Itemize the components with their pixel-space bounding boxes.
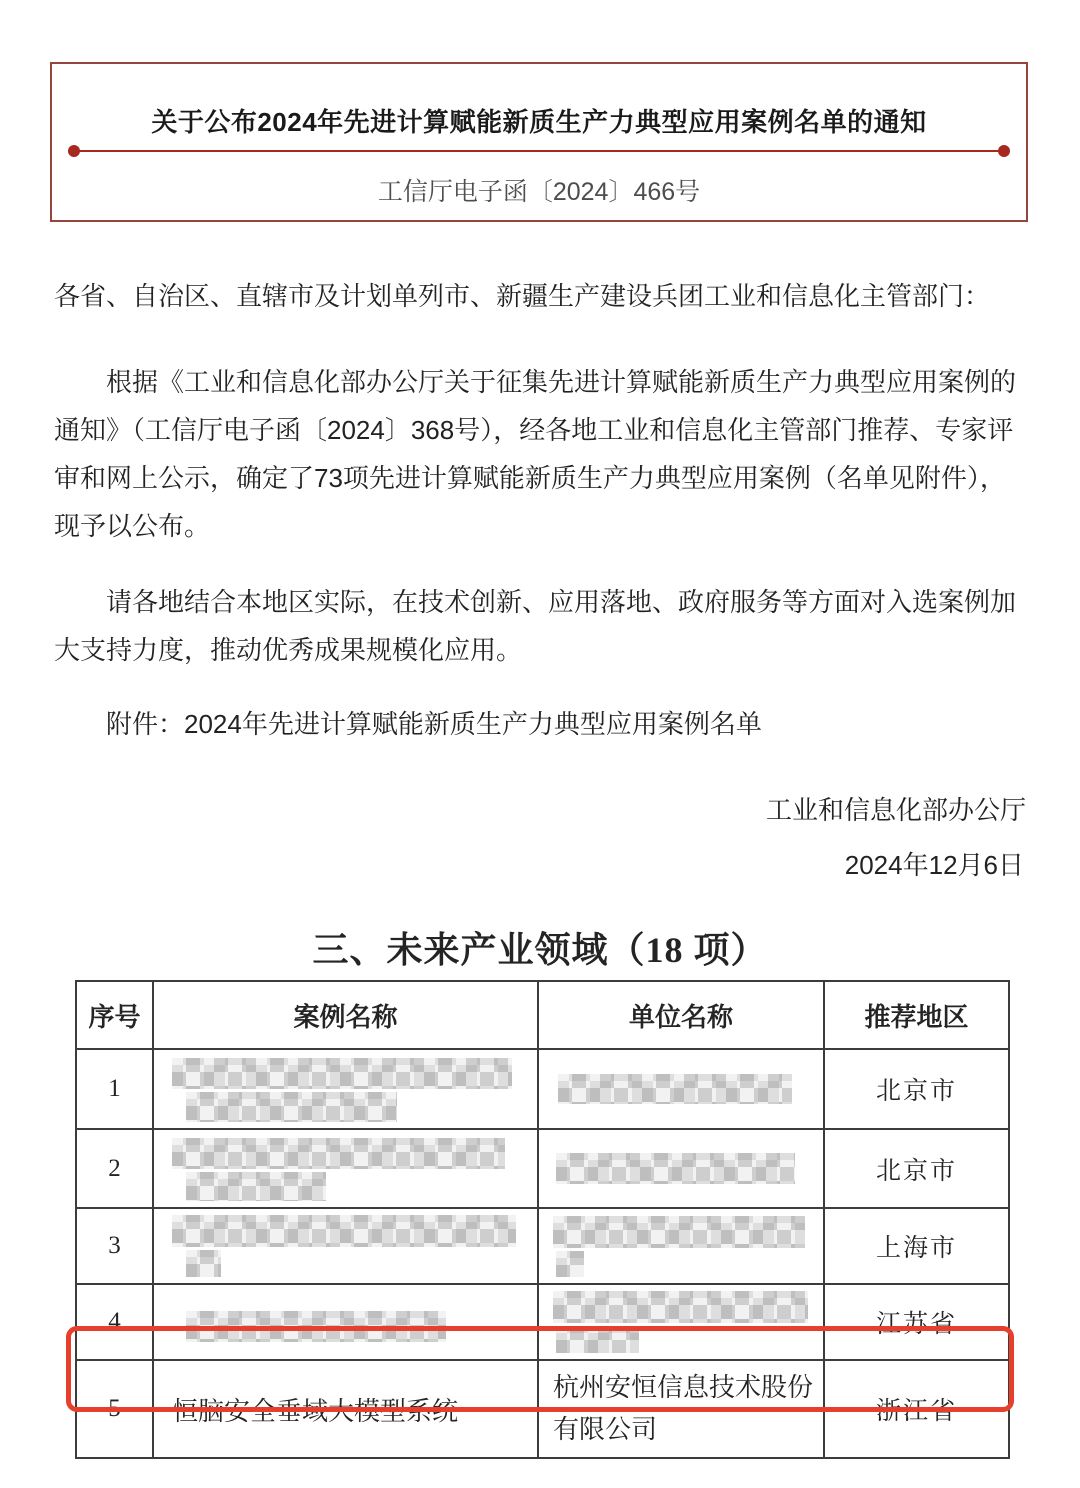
red-divider-line <box>70 150 1008 152</box>
salutation: 各省、自治区、直辖市及计划单列市、新疆生产建设兵团工业和信息化主管部门： <box>54 281 991 311</box>
table-row <box>76 1284 1009 1360</box>
region: 上海市 <box>824 1208 1009 1284</box>
case-name-redacted <box>153 1129 538 1208</box>
row-number: 3 <box>76 1208 153 1284</box>
region: 北京市 <box>824 1049 1009 1129</box>
region: 江苏省 <box>824 1284 1009 1360</box>
table-row <box>76 1049 1009 1129</box>
org-name: 杭州安恒信息技术股份有限公司 <box>538 1360 824 1458</box>
sign-date: 2024年12月6日 <box>844 850 1024 880</box>
org-name-redacted <box>538 1049 824 1129</box>
paragraph-request: 请各地结合本地区实际，在技术创新、应用落地、政府服务等方面对入选案例加大支持力度，推动优秀成果规模化应用。 <box>54 587 1017 665</box>
case-name-redacted <box>153 1208 538 1284</box>
case-name: 恒脑安全垂域大模型系统 <box>153 1360 538 1458</box>
header-no: 序号 <box>76 981 153 1049</box>
table-row <box>76 1129 1009 1208</box>
notice-header-box <box>50 62 1028 222</box>
case-name-redacted <box>153 1049 538 1129</box>
document-number: 工信厅电子函〔2024〕466号 <box>377 178 701 206</box>
row-number: 2 <box>76 1129 153 1208</box>
header-case: 案例名称 <box>153 981 538 1049</box>
attachment-line: 附件：2024年先进计算赋能新质生产力典型应用案例名单 <box>106 709 762 739</box>
region: 浙江省 <box>824 1360 1009 1458</box>
case-table <box>75 980 1010 1459</box>
paragraph-announcement: 根据《工业和信息化部办公厅关于征集先进计算赋能新质生产力典型应用案例的通知》（工信厅电子函〔2024〕368号），经各地工业和信息化主管部门推荐、专家评审和网上公示，确定了73项先进计算赋能新质生产力典型应用案例（名单见附件），现予以公布。 <box>54 367 1017 541</box>
table-row-highlighted <box>76 1360 1009 1458</box>
org-name-redacted <box>538 1129 824 1208</box>
region: 北京市 <box>824 1129 1009 1208</box>
org-name-redacted <box>538 1208 824 1284</box>
org-name-redacted <box>538 1284 824 1360</box>
section-title: 三、未来产业领域（18 项） <box>312 930 768 970</box>
row-number: 4 <box>76 1284 153 1360</box>
table-row <box>76 1208 1009 1284</box>
row-number: 5 <box>76 1360 153 1458</box>
signer: 工业和信息化部办公厅 <box>765 795 1026 825</box>
row-number: 1 <box>76 1049 153 1129</box>
header-region: 推荐地区 <box>824 981 1009 1049</box>
table-header-row <box>76 981 1009 1049</box>
case-name-redacted <box>153 1284 538 1360</box>
header-org: 单位名称 <box>538 981 824 1049</box>
notice-title: 关于公布2024年先进计算赋能新质生产力典型应用案例名单的通知 <box>151 107 927 137</box>
